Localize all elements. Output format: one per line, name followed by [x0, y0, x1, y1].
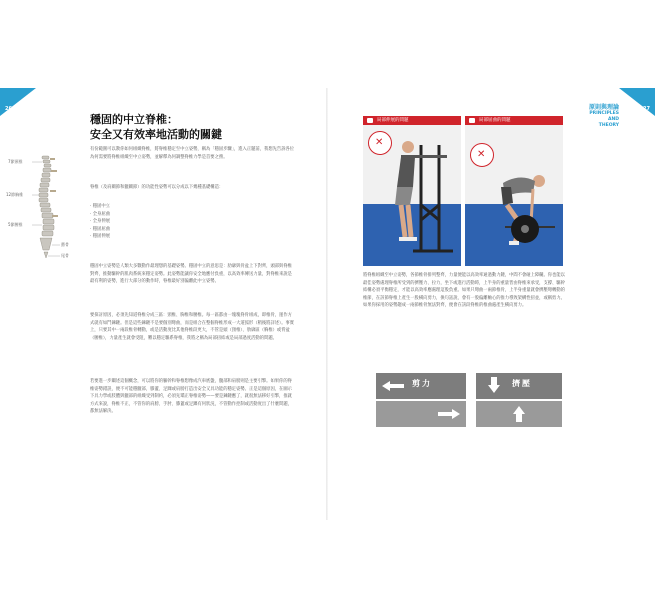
right-page-number: 27: [643, 106, 650, 112]
section-title-line1: 穩固的中立脊椎：: [90, 113, 178, 126]
paragraph-spine-regions: 要探討原因，必須先知道脊椎分成三區：頸椎、胸椎和腰椎。每一區都由一塊塊脊骨組成，即椎骨，運作方式就有如鬥鍊鏈。但是這些鍊鏈不是要個別彎曲，而是組合在整個脊椎形成一大道弧形（稍後將詳述）。事實上，只要其中一兩段椎骨轉動，或是活動度比其他脊椎段更大，不管是頭（頸椎）、肋廓區（胸椎）或背盆（腰椎），力量產生就會受阻，難以穩定驅系脊椎，我將之稱為局部扭結或是局部過度活動的問題。: [90, 313, 295, 341]
photo-caption: 局部伸展的問題: [377, 118, 409, 123]
photo-scene: [363, 125, 461, 266]
spine-illustration: [6, 150, 72, 270]
shear-arrow-right-icon: [376, 401, 466, 427]
camera-icon: [469, 118, 475, 123]
x-mark-icon: ✕: [477, 149, 486, 160]
spine-drawing: [12, 150, 72, 270]
photo-scene: [465, 125, 563, 266]
book-gutter: [326, 88, 328, 520]
photo-flexion-problem: [465, 116, 563, 266]
inset-circle: [368, 131, 392, 155]
shear-label: 剪力: [412, 379, 432, 388]
label-coccyx: 尾骨: [61, 253, 69, 258]
running-head-en3: THEORY: [598, 123, 619, 128]
compression-graphic-lower: [476, 401, 562, 427]
left-page-number: 26: [5, 106, 12, 112]
running-head: [589, 102, 619, 129]
paragraph-neutral: 穩固中立姿勢是人類大多數動作最理想的基礎姿勢。穩固中立的意思是：肋廓與骨盆上下對齊，頭部與脊椎對齊，推動驅幹的肌肉系統來穩定姿勢。此姿勢能讓你安全地應付負重，以高效率傳送力量，對脊椎來說是最有利的姿勢，進行大部分的動作時，脊椎最好別偏離此中立姿勢。: [90, 264, 292, 285]
section-title-line2: 安全又有效率地活動的關鍵: [90, 128, 222, 141]
shear-graphic-lower: [376, 401, 466, 427]
compression-label: 擠壓: [512, 379, 532, 388]
running-head-zh: 原則與理論: [588, 104, 619, 111]
label-sacrum: 薦骨: [61, 242, 69, 247]
list-item: · 穩固伸展: [90, 234, 110, 240]
list-item: · 穩固中立: [90, 204, 110, 209]
photo-extension-problem: [363, 116, 461, 266]
x-mark-icon: ✕: [375, 137, 384, 148]
paragraph-postures: 脊椎（及肩關節和髖關節）的功能性姿勢可以分成以下幾種基礎構造：: [90, 185, 224, 190]
label-thoracic: 12節胸椎: [6, 192, 24, 197]
label-lumbar: 5節腰椎: [8, 222, 23, 227]
paragraph-right: 將脊椎組織至中立姿勢，各節椎骨排列整齊，力量便能以高效率通過動力鏈，中間不會碰上障礙。你也能以最佳姿勢處理脊椎所受到的擠壓力、拉力，坐下或進行活動時，上半身的重量皆由脊椎來承受，支撐、驅幹結構必須平衡穩定，才能以高效率應處理這股負重。如果只彎曲一兩節椎骨，上半身重量就會擠壓彎轉動的椎節，在該節脊椎上產生一股橫向剪力，換句話說，會有一股偏離軸心的推力導致架構性扭並，或稱剪力。如果你採用的姿勢趨成一兩節椎骨無法對齊，便會在該段脊椎的椎曲處產生橫向剪力。: [363, 273, 565, 309]
list-item: · 穩固屈曲: [90, 226, 110, 232]
photo-caption: 局部屈曲的問題: [479, 118, 511, 123]
paragraph-chassis: 若要進一步闡述這個概念，可以將你的軀幹和脊椎想像成汽車底盤，髖部和肩膀則是主要引擎。如果你的脊椎姿勢錯誤，便不可能穩髖部，膝蓋、足踝或肩膀打造出安全又具功能的穩定姿勢。正是這個原因，在圖示下具力學或肢體與髖部的組織受到制約，必須先矯正脊椎姿勢——要是鍊鏈應了，就很無法移好引擎，推就方式來說，脊椎不正，不管你的肩膀、手肘、膝蓋或足踝有何狀況，不管動作控制或活動度出了什麼問題，都無法解決。: [90, 379, 292, 415]
inset-circle: [470, 143, 494, 167]
camera-icon: [367, 118, 373, 123]
photo-caption-bar: [363, 116, 461, 125]
label-cervical: 7節頸椎: [8, 159, 23, 164]
list-item: · 全身屈曲: [90, 211, 110, 217]
list-item: · 全身伸展: [90, 219, 110, 225]
shear-graphic: [376, 373, 466, 399]
running-head-en2: AND: [608, 117, 619, 122]
posture-list: [90, 203, 210, 241]
compression-graphic: [476, 373, 562, 399]
section-title: [90, 112, 222, 142]
paragraph-intro: 有份範圍可以教你如何組織脊椎，將脊椎穩定至中立姿勢，稱為「穩固步驟」，進入正題前，我想先告訴各位為何需要將脊椎組織至中立姿勢，並解釋為何調整脊椎力學是首要之務。: [90, 147, 295, 160]
compression-arrow-up-icon: [476, 401, 562, 427]
running-head-en1: PRINCIPLES: [589, 111, 619, 116]
photo-caption-bar: [465, 116, 563, 125]
